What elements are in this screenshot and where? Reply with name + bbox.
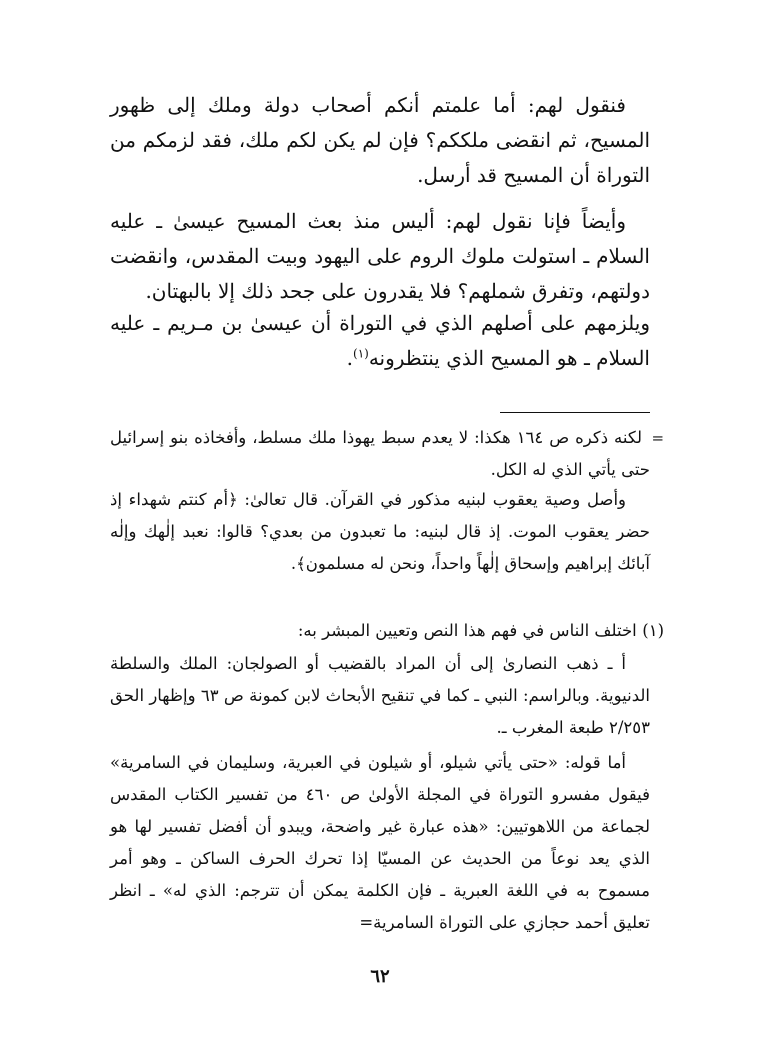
footnote-ref-1[interactable]: (١) (353, 346, 369, 361)
footnote-1-shilo: أما قوله: «حتى يأتي شيلو، أو شيلون في العبرية، وسليمان في السامرية» فيقول مفسرو التوراة في المجلة الأولىٰ ص ٤٦٠ من تفسير الكتاب المقدس لجماعة من اللاهوتيين: «هذه عبارة غير واضحة، ويبدو أن أفضل تفسير لها هو الذي يعد نوعاً من الحديث عن المسيّا إذا تحرك الحرف الساكن ـ وهو أمر مسموح به في اللغة العبرية ـ فإن الكلمة يمكن أن تترجم: الذي له» ـ انظر تعليق أحمد حجازي على التوراة السامرية= (110, 753, 650, 932)
footnote-jacob-paragraph: وأصل وصية يعقوب لبنيه مذكور في القرآن. قال تعالىٰ: ﴿أم كنتم شهداء إذ حضر يعقوب الموت. إذ قال لبنيه: ما تعبدون من بعدي؟ قالوا: نعبد إلٰهك وإلٰه آبائك إبراهيم وإسحاق إلٰهاً واحداً، ونحن له مسلمون﴾. (110, 490, 650, 573)
footnote-separator (500, 412, 650, 413)
footnote-1-number: (١) (642, 621, 664, 640)
continues-marker: = (359, 913, 374, 932)
footnote-1: (١) اختلف الناس في فهم هذا النص وتعيين المبشر به: (110, 615, 650, 647)
continuation-marker: = (651, 429, 665, 447)
book-page (110, 0, 665, 1044)
footnote-continuation: =لكنه ذكره ص ١٦٤ هكذا: لا يعدم سبط يهوذا ملك مسلط، وأفخاذه بنو إسرائيل حتى يأتي الذي له الكل. (110, 422, 650, 486)
footnote-1-item-a: أ ـ ذهب النصارىٰ إلى أن المراد بالقضيب أو الصولجان: الملك والسلطة الدنيوية. وبالراسم: النبي ـ كما في تنقيح الأبحاث لابن كمونة ص ٦٣ وإظهار الحق ٢/٢٥٣ طبعة المغرب ـ. (110, 654, 650, 737)
paragraph-2: وأيضاً فإنا نقول لهم: أليس منذ بعث المسيح عيسىٰ ـ عليه السلام ـ استولت ملوك الروم على اليهود وبيت المقدس، وانقضت دولتهم، وتفرق شملهم؟ فلا يقدرون على جحد ذلك إلا بالبهتان. (110, 209, 650, 303)
paragraph-3: ويلزمهم على أصلهم الذي في التوراة أن عيسىٰ بن مـريم ـ عليه السلام ـ هو المسيح الذي ينتظرونه$^{(١)}$. (110, 311, 650, 370)
paragraph-1: فنقول لهم: أما علمتم أنكم أصحاب دولة وملك إلى ظهور المسيح، ثم انقضى ملككم؟ فإن لم يكن لكم ملك، فقد لزمكم من التوراة أن المسيح قد أرسل. (110, 93, 650, 187)
page-number: ٦٢ (370, 966, 390, 987)
